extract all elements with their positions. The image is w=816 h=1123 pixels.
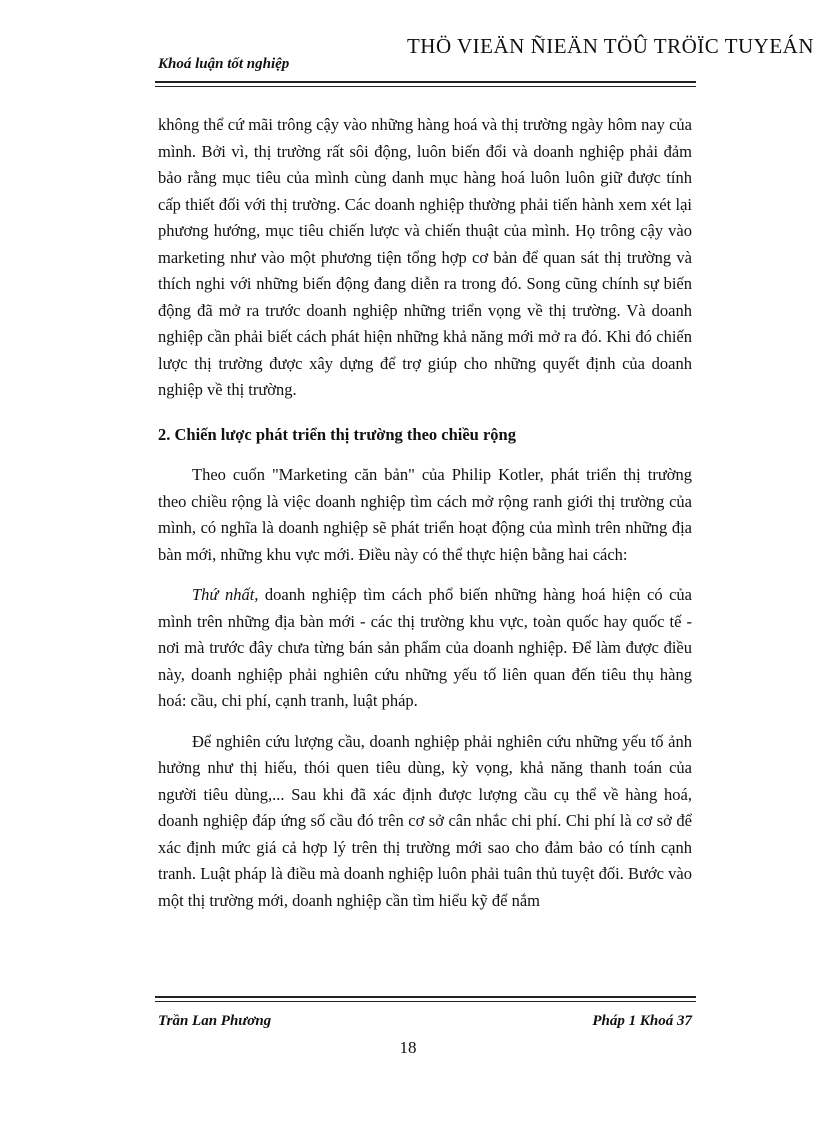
paragraph-text: doanh nghiệp tìm cách phổ biến những hàng hoá hiện có của mình trên những địa bàn mới - các thị trường khu vực, toàn quốc hay quốc tế - nơi mà trước đây chưa từng bán sản phẩm của doanh nghiệp. Để làm được điều này, doanh nghiệp phải nghiên cứu những yếu tố liên quan đến tiêu thụ hàng hoá: cầu, chi phí, cạnh tranh, luật pháp.: [158, 585, 692, 710]
header-divider: [155, 81, 696, 87]
library-watermark: THÖ VIEÄN ÑIEÄN TÖÛ TRÖÏC TUYEÁN: [406, 34, 814, 58]
paragraph: Theo cuốn "Marketing căn bản" của Philip Kotler, phát triển thị trường theo chiều rộng là việc doanh nghiệp tìm cách mở rộng ranh giới thị trường của mình, có nghĩa là doanh nghiệp sẽ phát triển hoạt động của mình trên những địa bàn mới, những khu vực mới. Điều này có thể thực hiện bằng hai cách:: [158, 465, 692, 564]
paragraph: [158, 582, 692, 715]
page-body: [158, 112, 692, 914]
footer-author: Trần Lan Phương: [158, 1013, 272, 1029]
section-heading: 2. Chiến lược phát triển thị trường theo chiều rộng: [158, 424, 516, 444]
footer-class: Pháp 1 Khoá 37: [592, 1013, 692, 1029]
footer-divider: [155, 996, 696, 1002]
page-number: 18: [399, 1038, 417, 1057]
paragraph: không thể cứ mãi trông cậy vào những hàng hoá và thị trường ngày hôm nay của mình. Bởi vì, thị trường rất sôi động, luôn biến đổi và doanh nghiệp phải đảm bảo rằng mục tiêu của mình cùng danh mục hàng hoá luôn luôn giữ được tính cấp thiết đối với thị trường. Các doanh nghiệp thường phải tiến hành xem xét lại phương hướng, mục tiêu chiến lược và chiến thuật của mình. Họ trông cậy vào marketing như vào một phương tiện tổng hợp cơ bản để quan sát thị trường và thích nghi với những biến động đang diễn ra trong đó. Song cũng chính sự biến động đã mở ra trước doanh nghiệp những triển vọng về thị trường. Và doanh nghiệp cần phải biết cách phát hiện những khả năng mới mở ra đó. Khi đó chiến lược thị trường được xây dựng để trợ giúp cho những quyết định của doanh nghiệp về thị trường.: [158, 115, 692, 399]
paragraph: Để nghiên cứu lượng cầu, doanh nghiệp phải nghiên cứu những yếu tố ảnh hưởng như thị hiếu, thói quen tiêu dùng, kỳ vọng, khả năng thanh toán của người tiêu dùng,... Sau khi đã xác định được lượng cầu cụ thể về hàng hoá, doanh nghiệp đáp ứng số cầu đó trên cơ sở cân nhắc chi phí. Chi phí là cơ sở để xác định mức giá cả hợp lý trên thị trường mới sao cho đảm bảo có tính cạnh tranh. Luật pháp là điều mà doanh nghiệp luôn phải tuân thủ tuyệt đối. Bước vào một thị trường mới, doanh nghiệp cần tìm hiểu kỹ để nắm: [158, 731, 692, 910]
header-title: Khoá luận tốt nghiệp: [158, 56, 290, 72]
paragraph-lead: Thứ nhất,: [192, 585, 259, 604]
